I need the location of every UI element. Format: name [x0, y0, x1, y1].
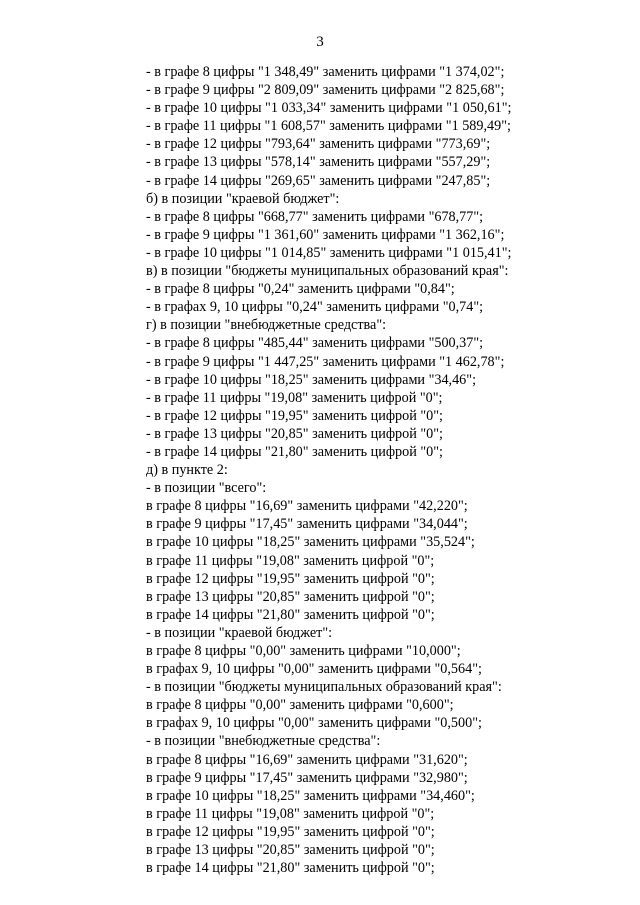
- text-line: б) в позиции "краевой бюджет":: [146, 190, 340, 207]
- page-number: 3: [316, 34, 324, 50]
- text-line: в графах 9, 10 цифры "0,00" заменить цифрами "0,564";: [146, 661, 482, 678]
- text-line: - в графах 9, 10 цифры "0,24" заменить цифрами "0,74";: [146, 299, 484, 316]
- text-line: - в графе 12 цифры "19,95" заменить цифрой "0";: [146, 407, 444, 424]
- text-line: - в графе 8 цифры "1 348,49" заменить цифрами "1 374,02";: [146, 64, 505, 80]
- text-line: - в графе 8 цифры "668,77" заменить цифрами "678,77";: [146, 208, 484, 225]
- text-line: - в позиции "бюджеты муниципальных образований края":: [146, 679, 502, 696]
- text-line: - в графе 14 цифры "21,80" заменить цифрой "0";: [146, 443, 444, 460]
- text-line: в графе 14 цифры "21,80" заменить цифрой "0";: [146, 606, 435, 623]
- text-line: - в графе 10 цифры "18,25" заменить цифрами "34,46";: [146, 371, 477, 388]
- text-line: д) в пункте 2:: [146, 462, 228, 479]
- text-line: в графе 11 цифры "19,08" заменить цифрой "0";: [146, 805, 435, 822]
- text-line: в графе 9 цифры "17,45" заменить цифрами "32,980";: [146, 769, 468, 786]
- document-body: [146, 63, 566, 877]
- text-line: - в позиции "краевой бюджет":: [146, 624, 333, 641]
- text-line: - в графе 13 цифры "578,14" заменить цифрами "557,29";: [146, 154, 491, 171]
- text-line: - в графе 9 цифры "1 447,25" заменить цифрами "1 462,78";: [146, 353, 505, 370]
- text-line: - в графе 9 цифры "2 809,09" заменить цифрами "2 825,68";: [146, 82, 505, 99]
- text-line: в графах 9, 10 цифры "0,00" заменить цифрами "0,500";: [146, 715, 482, 732]
- text-line: в графе 14 цифры "21,80" заменить цифрой "0";: [146, 860, 435, 877]
- text-line: в графе 13 цифры "20,85" заменить цифрой "0";: [146, 842, 435, 859]
- text-line: - в графе 14 цифры "269,65" заменить цифрами "247,85";: [146, 172, 491, 189]
- text-line: - в графе 10 цифры "1 014,85" заменить цифрами "1 015,41";: [146, 244, 512, 261]
- text-line: - в позиции "всего":: [146, 480, 267, 497]
- text-line: в графе 12 цифры "19,95" заменить цифрой "0";: [146, 823, 435, 840]
- text-line: - в графе 11 цифры "1 608,57" заменить цифрами "1 589,49";: [146, 118, 511, 135]
- text-line: в графе 8 цифры "0,00" заменить цифрами "10,000";: [146, 643, 461, 659]
- text-line: - в графе 12 цифры "793,64" заменить цифрами "773,69";: [146, 136, 491, 153]
- text-line: - в графе 8 цифры "485,44" заменить цифрами "500,37";: [146, 335, 484, 352]
- text-line: - в графе 9 цифры "1 361,60" заменить цифрами "1 362,16";: [146, 226, 505, 243]
- text-line: - в графе 11 цифры "19,08" заменить цифрой "0";: [146, 389, 443, 406]
- text-line: - в графе 8 цифры "0,24" заменить цифрами "0,84";: [146, 281, 455, 298]
- text-line: - в графе 10 цифры "1 033,34" заменить цифрами "1 050,61";: [146, 100, 512, 117]
- text-line: в графе 8 цифры "16,69" заменить цифрами "31,620";: [146, 751, 468, 768]
- text-line: в графе 8 цифры "16,69" заменить цифрами "42,220";: [146, 498, 468, 515]
- text-line: в графе 10 цифры "18,25" заменить цифрами "34,460";: [146, 787, 475, 804]
- text-line: - в позиции "внебюджетные средства":: [146, 733, 381, 750]
- text-line: г) в позиции "внебюджетные средства":: [146, 317, 387, 334]
- text-line: в графе 8 цифры "0,00" заменить цифрами "0,600";: [146, 697, 454, 714]
- text-line: в) в позиции "бюджеты муниципальных образований края":: [146, 263, 509, 280]
- text-line: в графе 10 цифры "18,25" заменить цифрами "35,524";: [146, 534, 475, 551]
- text-line: в графе 12 цифры "19,95" заменить цифрой "0";: [146, 570, 435, 587]
- text-line: - в графе 13 цифры "20,85" заменить цифрой "0";: [146, 425, 444, 442]
- text-line: в графе 11 цифры "19,08" заменить цифрой "0";: [146, 552, 435, 569]
- text-line: в графе 9 цифры "17,45" заменить цифрами "34,044";: [146, 516, 468, 533]
- text-line: в графе 13 цифры "20,85" заменить цифрой "0";: [146, 588, 435, 605]
